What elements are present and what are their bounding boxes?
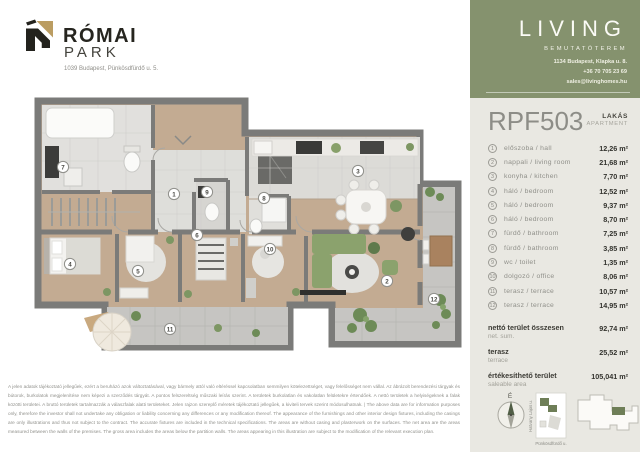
- room-area: 7,70 m²: [603, 172, 628, 182]
- room-area: 9,37 m²: [603, 200, 628, 210]
- svg-text:1: 1: [172, 191, 176, 199]
- plan-room-badge: [264, 243, 275, 254]
- unit-code: RPF503: [488, 106, 584, 136]
- summary-value: 92,74 m²: [599, 324, 628, 333]
- summary-label-en: net. sum.: [488, 333, 515, 340]
- svg-text:11: 11: [166, 326, 174, 334]
- room-name: dolgozó / office: [504, 273, 555, 281]
- showroom-panel: [470, 0, 640, 98]
- room-number-badge: 3: [488, 172, 497, 181]
- svg-text:12: 12: [430, 296, 438, 304]
- location-map: [480, 388, 640, 450]
- street-label-vertical: Hatvany Lajos u.: [528, 399, 533, 433]
- room-row: [488, 170, 628, 184]
- summary-row: [488, 347, 628, 364]
- room-number-badge: 2: [488, 158, 497, 167]
- living-logo: LIVING: [518, 16, 627, 41]
- room-row: [488, 155, 628, 169]
- room-name: előszoba / hall: [504, 144, 552, 152]
- svg-text:4: 4: [68, 261, 72, 269]
- room-row: [488, 270, 628, 284]
- room-area: 3,85 m²: [603, 243, 628, 253]
- room-name: nappali / living room: [504, 158, 571, 166]
- plan-room-badge: [352, 165, 363, 176]
- room-row: [488, 284, 628, 298]
- svg-text:3: 3: [356, 168, 360, 176]
- room-area: 1,35 m²: [603, 258, 628, 268]
- info-sidebar: [470, 0, 640, 452]
- room-row: [488, 298, 628, 312]
- summary-value: 25,52 m²: [599, 348, 628, 357]
- showroom-contact: [554, 58, 627, 87]
- room-list: [488, 141, 628, 313]
- site-plan: [528, 393, 567, 446]
- room-number-badge: 11: [489, 288, 496, 295]
- room-name: fürdő / bathroom: [504, 244, 559, 252]
- room-number-badge: 10: [489, 274, 496, 281]
- room-name: háló / bedroom: [504, 216, 554, 224]
- room-area: 8,70 m²: [603, 215, 628, 225]
- plan-room-badge: [381, 275, 392, 286]
- svg-text:8: 8: [262, 195, 266, 203]
- room-row: [488, 241, 628, 255]
- room-row: [488, 227, 628, 241]
- plan-room-badge: [64, 258, 75, 269]
- svg-text:2: 2: [385, 278, 389, 286]
- room-name: terasz / terrace: [504, 301, 555, 309]
- summary-label-en: saleable area: [488, 381, 527, 388]
- showroom-address: 1134 Budapest, Klapka u. 8.: [553, 59, 627, 65]
- plan-room-badge: [57, 161, 68, 172]
- room-number-badge: 12: [489, 302, 496, 309]
- panel-divider: [486, 92, 630, 93]
- svg-text:6: 6: [195, 232, 199, 240]
- showroom-phone: +36 70 705 23 69: [583, 68, 627, 75]
- plan-room-badge: [201, 186, 212, 197]
- brand-name-sub: PARK: [64, 44, 120, 61]
- room-area: 7,25 m²: [603, 229, 628, 239]
- north-label: É: [507, 393, 513, 400]
- area-summary: [488, 323, 628, 395]
- plan-room-badge: [164, 323, 175, 334]
- room-area: 12,26 m²: [599, 143, 628, 153]
- plan-room-badge: [191, 229, 202, 240]
- summary-row: [488, 323, 628, 340]
- plan-room-badge: [428, 293, 439, 304]
- room-name: wc / toilet: [504, 259, 536, 267]
- unit-type-en: APARTMENT: [586, 121, 628, 127]
- brand-address: 1039 Budapest, Pünkösdfürdő u. 5.: [64, 66, 159, 72]
- svg-text:7: 7: [61, 164, 65, 172]
- room-area: 12,52 m²: [599, 186, 628, 196]
- room-area: 8,06 m²: [603, 272, 628, 282]
- street-label-horizontal: Pünkösdfürdő u.: [535, 441, 567, 446]
- room-name: terasz / terrace: [504, 287, 555, 295]
- room-row: [488, 255, 628, 269]
- room-row: [488, 212, 628, 226]
- summary-label-en: terrace: [488, 357, 508, 364]
- showroom-subtitle: BEMUTATÓTEREM: [544, 46, 627, 52]
- room-row: [488, 198, 628, 212]
- summary-label-hu: nettó terület összesen: [488, 323, 564, 332]
- room-number-badge: 7: [488, 229, 497, 238]
- plan-room-badge: [168, 188, 179, 199]
- room-number-badge: 4: [488, 187, 497, 196]
- showroom-email: sales@livinghomes.hu: [566, 78, 627, 85]
- room-number-badge: 8: [488, 244, 497, 253]
- svg-text:9: 9: [205, 189, 209, 197]
- svg-text:5: 5: [136, 268, 140, 276]
- room-number-badge: 9: [488, 258, 497, 267]
- room-name: fürdő / bathroom: [504, 230, 559, 238]
- summary-row: [488, 371, 628, 388]
- room-name: háló / bedroom: [504, 187, 554, 195]
- unit-type-hu: LAKÁS: [602, 113, 628, 120]
- unit-header: [488, 106, 628, 136]
- room-name: konyha / kitchen: [504, 173, 558, 181]
- highlighted-unit: [612, 407, 625, 415]
- legal-disclaimer: A jelen adatok tájékoztató jellegűek, ezért a beruházó azok változtatásával, vagy bármely attól való eltéréssel kapcsolatban semmilyen kötelezettséget, vagy felelősséget nem vállal. Az ábrázolt berendezési tárgyak és bútorok, burkolatok megjelenítése nem képezi a szerződés tárgyát. A pontos felszereltség műszaki leírás szerint. A területek burkolatlan és vakolatlan felületekre értendőek. A nettó területek a helyiségeknek a falak közötti területei. A bruttó területek tartalmazzák a válaszfalak alatti területeket. Jelen rajzon szereplő méretek tájékoztató jellegűek, a kiviteli tervek szerint módosulhatnak. | The above data are for information purposes only, therefore the investor shall not undertake any obligation or liability concerning any differences or any modification thereof. The appearance of the furnishings and other interior design fixtures, including the casings are only illustrations and thus not subject to the contract. The accurate fixtures are included in the technical specifications. The areas are without casing and plasterwork on the surfaces. The net area are the areas measured between the walls of the premises. The gross area includes the areas below the partition walls. The areas appearing in this illustration are subject to the modification of the relevant execution plan.: [8, 384, 460, 434]
- compass-icon: [498, 391, 524, 429]
- room-number-badge: 1: [488, 144, 497, 153]
- room-area: 21,68 m²: [599, 157, 628, 167]
- plan-room-badge: [132, 265, 143, 276]
- plan-room-badge: [258, 192, 269, 203]
- room-number-badge: 5: [488, 201, 497, 210]
- summary-label-hu: értékesíthető terület: [488, 371, 557, 380]
- room-row: [488, 184, 628, 198]
- room-number-badge: 6: [488, 215, 497, 224]
- building-outline: [578, 395, 638, 430]
- room-row: [488, 141, 628, 155]
- summary-label-hu: terasz: [488, 347, 509, 356]
- room-name: háló / bedroom: [504, 201, 554, 209]
- room-area: 14,95 m²: [599, 300, 628, 310]
- brand-name: RÓMAI: [63, 25, 138, 47]
- summary-value: 105,041 m²: [591, 372, 628, 381]
- svg-text:10: 10: [266, 246, 274, 254]
- room-area: 10,57 m²: [599, 286, 628, 296]
